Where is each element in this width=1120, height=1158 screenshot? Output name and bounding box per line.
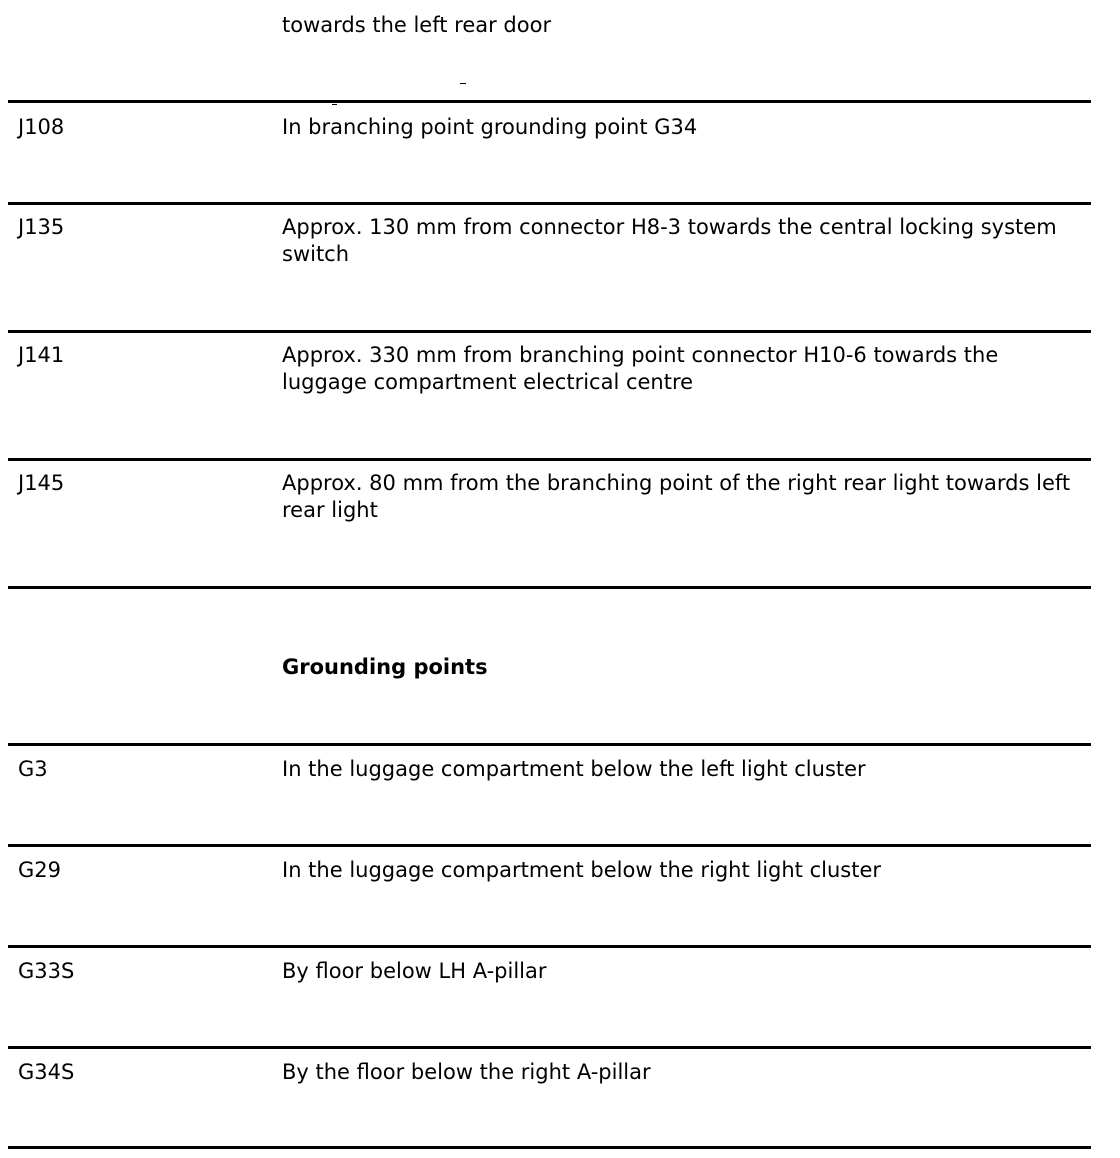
splice-description: Approx. 130 mm from connector H8-3 towards the central locking system switch bbox=[282, 215, 1057, 266]
grounding-description: In the luggage compartment below the left light cluster bbox=[282, 757, 866, 781]
scan-mark bbox=[332, 104, 337, 105]
table-rule bbox=[8, 1046, 1091, 1049]
scan-mark bbox=[460, 83, 466, 84]
table-rule bbox=[8, 100, 1091, 103]
section-heading: Grounding points bbox=[282, 655, 488, 679]
table-rule bbox=[8, 458, 1091, 461]
continuation-text: towards the left rear door bbox=[282, 13, 552, 37]
splice-code: J108 bbox=[18, 115, 65, 139]
splice-description: In branching point grounding point G34 bbox=[282, 115, 698, 139]
table-rule bbox=[8, 1146, 1091, 1149]
table-rule bbox=[8, 330, 1091, 333]
grounding-description: In the luggage compartment below the right light cluster bbox=[282, 858, 882, 882]
table-rule bbox=[8, 844, 1091, 847]
splice-code: J135 bbox=[18, 215, 65, 239]
table-rule bbox=[8, 743, 1091, 746]
splice-description: Approx. 80 mm from the branching point of the right rear light towards left rear light bbox=[282, 471, 1071, 522]
table-rule bbox=[8, 202, 1091, 205]
table-rule bbox=[8, 586, 1091, 589]
grounding-code: G29 bbox=[18, 858, 61, 882]
grounding-code: G33S bbox=[18, 959, 75, 983]
table-rule bbox=[8, 945, 1091, 948]
splice-code: J145 bbox=[18, 471, 65, 495]
grounding-code: G34S bbox=[18, 1060, 75, 1084]
splice-code: J141 bbox=[18, 343, 65, 367]
grounding-code: G3 bbox=[18, 757, 48, 781]
grounding-description: By the floor below the right A-pillar bbox=[282, 1060, 651, 1084]
splice-description: Approx. 330 mm from branching point connector H10-6 towards the luggage compartment electrical centre bbox=[282, 343, 999, 394]
grounding-description: By floor below LH A-pillar bbox=[282, 959, 547, 983]
